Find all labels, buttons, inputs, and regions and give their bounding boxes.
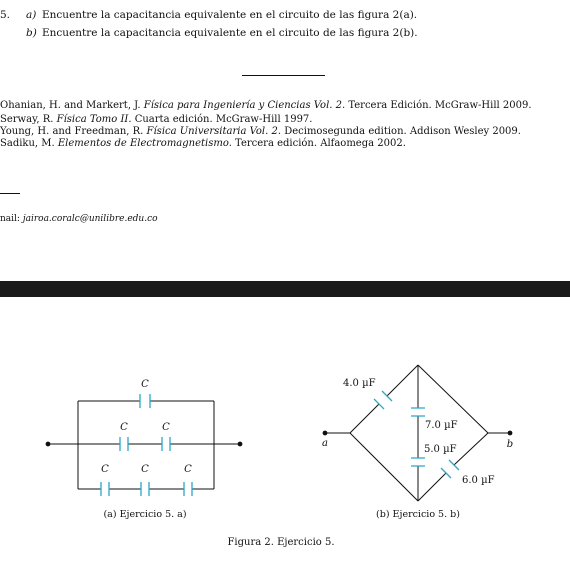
reference-item: Serway, R. Física Tomo II. Cuarta edición. McGraw-Hill 1997. (0, 114, 313, 125)
part-b-label: b) (26, 27, 37, 39)
email-address[interactable]: jairoa.coralc@unilibre.edu.co (22, 214, 158, 224)
reference-item: Ohanian, H. and Markert, J. Física para Ingeniería y Ciencias Vol. 2. Tercera Edición. McGraw-Hill 2009. (0, 100, 532, 111)
cap-label: C (101, 464, 109, 475)
terminal-dot (238, 442, 243, 447)
problem-number: 5. (0, 9, 11, 21)
cap-value-label: 7.0 µF (425, 420, 458, 431)
node-label: a (322, 438, 328, 449)
cap-label: C (184, 464, 192, 475)
capacitor-icon (162, 437, 170, 451)
capacitor-icon (411, 408, 425, 416)
cap-value-label: 5.0 µF (424, 444, 457, 455)
part-a-label: a) (26, 9, 37, 21)
figure-a-caption: (a) Ejercicio 5. a) (103, 509, 187, 520)
node-label: b (506, 439, 514, 450)
capacitor-icon (141, 482, 149, 496)
reference-item: Sadiku, M. Elementos de Electromagnetismo. Tercera edición. Alfaomega 2002. (0, 138, 406, 149)
capacitor-icon (140, 394, 150, 408)
reference-item: Young, H. and Freedman, R. Física Universitaria Vol. 2. Decimosegunda edition. Addison Wesley 2009. (0, 126, 521, 137)
part-a-text: Encuentre la capacitancia equivalente en el circuito de las figura 2(a). (42, 9, 418, 21)
email-line: nail: jairoa.coralc@unilibre.edu.co (0, 214, 158, 224)
capacitor-icon (120, 437, 128, 451)
figure-a-circuit (48, 401, 240, 489)
figure-b-caption: (b) Ejercicio 5. b) (376, 509, 460, 520)
cap-value-label: 4.0 µF (343, 378, 376, 389)
terminal-dot (323, 431, 328, 436)
cap-label: C (141, 464, 149, 475)
cap-label: C (162, 422, 170, 433)
part-b-text: Encuentre la capacitancia equivalente en el circuito de las figura 2(b). (42, 27, 418, 39)
cap-label: C (120, 422, 128, 433)
capacitor-icon (411, 458, 425, 466)
terminal-dot (508, 431, 513, 436)
capacitor-icon (184, 482, 192, 496)
cap-label: C (141, 379, 149, 390)
capacitor-icon (101, 482, 109, 496)
terminal-dot (46, 442, 51, 447)
figure-caption: Figura 2. Ejercicio 5. (227, 537, 335, 548)
cap-value-label: 6.0 µF (462, 475, 495, 486)
